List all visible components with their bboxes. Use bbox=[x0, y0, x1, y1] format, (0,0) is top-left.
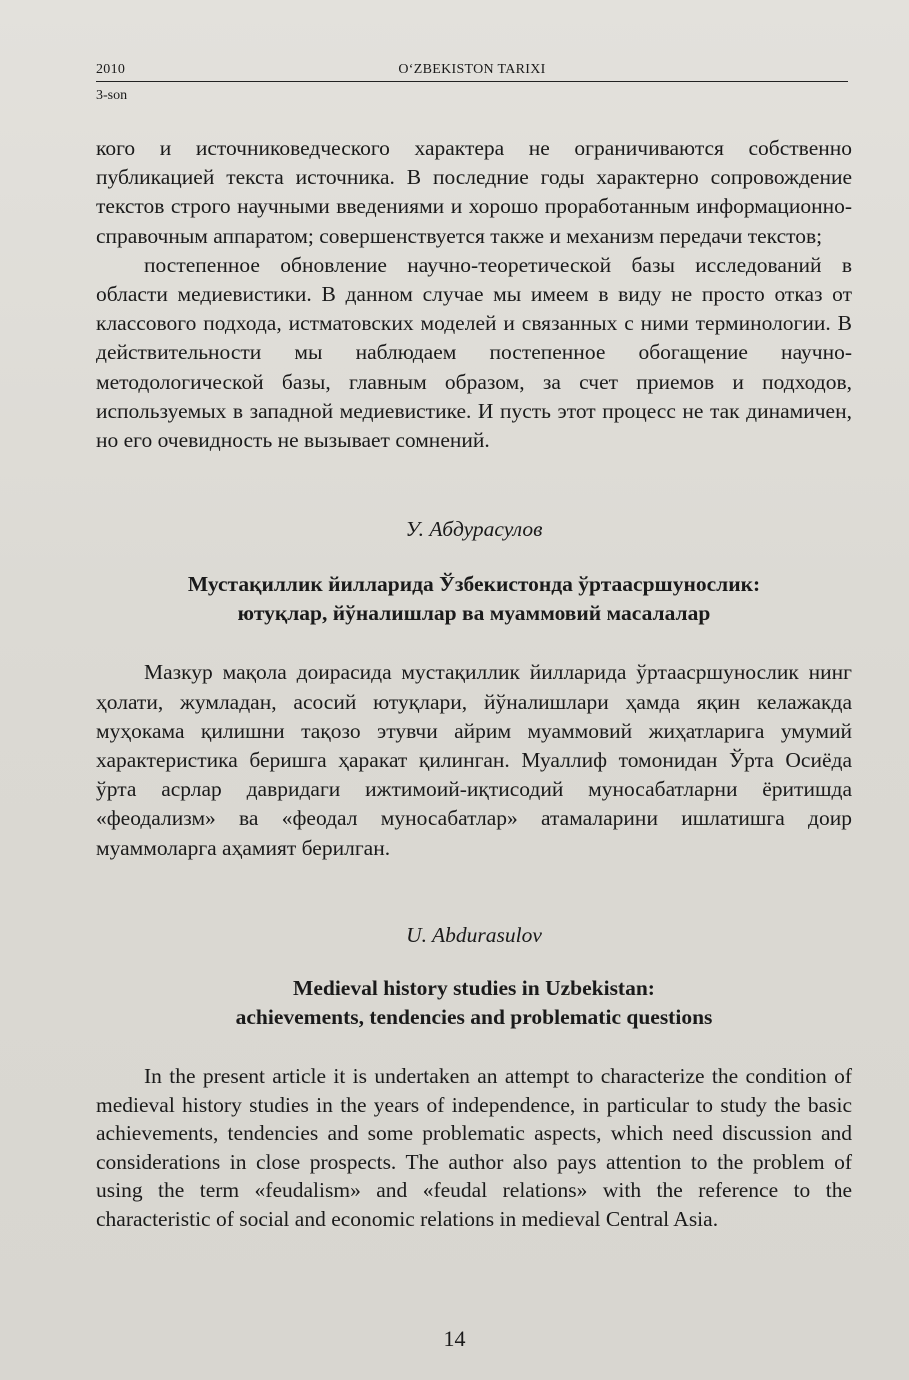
abstract-en-text: In the present article it is undertaken an attempt to characterize the condition of medieval history studies in the years of independence, in particular to study the basic achievements, tendencies and some problematic aspects, which need discussion and considerations in close prospects. The author also pays attention to the problem of using the term «feudalism» and «feudal relations» with the reference to the characteristic of social and economic relations in medieval Central Asia. bbox=[96, 1064, 852, 1232]
page-number: 14 bbox=[443, 1326, 466, 1351]
intro-paragraph-1: кого и источниковедческого характера не ограничиваются собственно публикацией текста источника. В последние годы характерно сопровождение текстов строго научными введениями и хорошо проработанным информационно-справочным аппаратом; совершенствуется также и механизм передачи текстов; bbox=[96, 136, 852, 248]
abstract-uz-title-line-1: Мустақиллик йилларида Ўзбекистонда ўртаасршунослик: bbox=[187, 572, 761, 597]
intro-text bbox=[96, 134, 852, 455]
header-journal-title: O‘ZBEKISTON TARIXI bbox=[398, 62, 546, 77]
abstract-uz-author: У. Абдурасулов bbox=[405, 517, 543, 542]
abstract-uz-text: Мазкур мақола доирасида мустақиллик йилларида ўртаасршунослик нинг ҳолати, жумладан, асосий ютуқлари, йўналишлари ҳамда яқин келажакда муҳокама қилишни тақозо этувчи айрим муаммовий жиҳатларига умумий характеристика беришга ҳаракат қилинган. Муаллиф томонидан Ўрта Осиёда ўрта асрлар давридаги ижтимоий-иқтисодий муносабатларни ёритишда «феодализм» ва «феодал муносабатлар» атамаларини ишлатишга доир муаммоларга аҳамият берилган. bbox=[96, 660, 852, 860]
header-year: 2010 bbox=[96, 62, 126, 77]
abstract-uz-title-line-2: ютуқлар, йўналишлар ва муаммовий масалалар bbox=[237, 601, 711, 626]
page-content bbox=[96, 134, 852, 1234]
header-rule bbox=[96, 81, 848, 82]
abstract-en-title-line-2: achievements, tendencies and problematic questions bbox=[235, 1005, 713, 1030]
abstract-english bbox=[96, 921, 852, 1234]
abstract-uzbek bbox=[96, 515, 852, 863]
abstract-en-author: U. Abdurasulov bbox=[406, 922, 542, 947]
running-head bbox=[96, 58, 848, 82]
abstract-en-title bbox=[96, 974, 852, 1032]
intro-paragraph-2: постепенное обновление научно-теоретической базы исследований в области медиевистики. В данном случае мы имеем в виду не просто отказ от классового подхода, истматовских моделей и связанных с ними терминологии. В действительности мы наблюдаем постепенное обогащение научно-методологической базы, главным образом, за счет приемов и подходов, используемых в западной медиевистике. И пусть этот процесс не так динамичен, но его очевидность не вызывает сомнений. bbox=[96, 252, 852, 453]
header-issue: 3-son bbox=[96, 88, 128, 103]
abstract-en-title-line-1: Medieval history studies in Uzbekistan: bbox=[293, 976, 655, 1001]
abstract-uz-title bbox=[96, 570, 852, 628]
